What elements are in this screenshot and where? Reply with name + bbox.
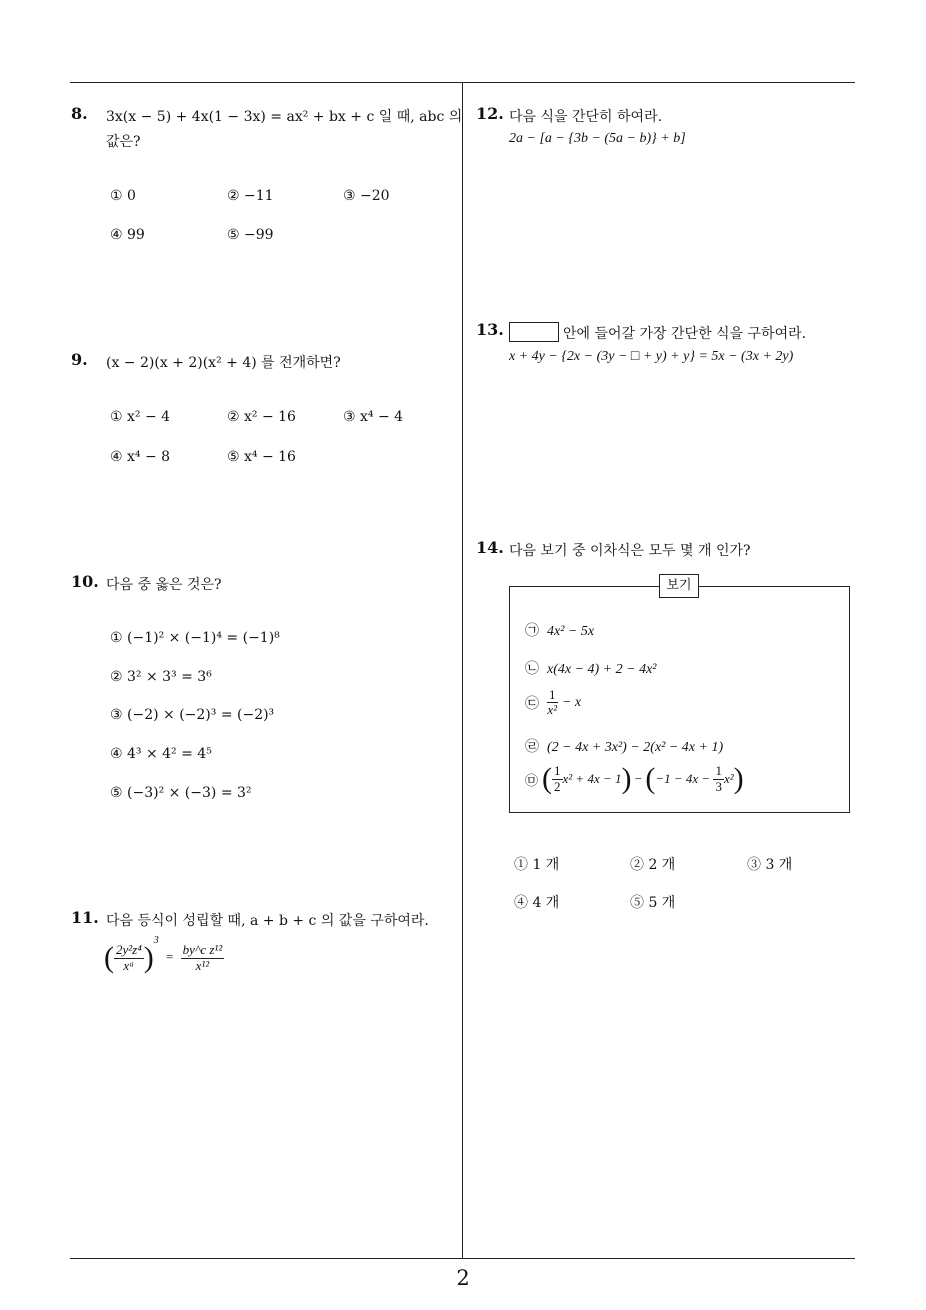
- q14-option-5[interactable]: ⑤ 5 개: [630, 895, 676, 911]
- q8-option-5[interactable]: ⑤ −99: [227, 227, 274, 243]
- q8-text-line2: 값은?: [106, 134, 141, 150]
- q10-number: 10.: [71, 572, 99, 591]
- q14-option-3[interactable]: ③ 3 개: [747, 857, 793, 873]
- bogi-label: 보기: [659, 574, 699, 598]
- q11-lhs-numerator: 2y²z⁴: [116, 942, 142, 958]
- bogi-mark-5: ㉤: [525, 772, 539, 788]
- q8-option-2[interactable]: ② −11: [227, 188, 274, 204]
- bogi-mark-2: ㉡: [525, 661, 539, 677]
- q11-rhs-denominator: x¹²: [195, 957, 210, 973]
- q11-text: 다음 등식이 성립할 때, a + b + c 의 값을 구하여라.: [106, 913, 429, 929]
- q12-expression: 2a − [a − {3b − (5a − b)} + b]: [509, 131, 686, 146]
- q13-text: 안에 들어갈 가장 간단한 식을 구하여라.: [563, 326, 807, 342]
- bogi-mark-1: ㉠: [525, 623, 539, 639]
- bogi-item-1: ㉠ 4x² − 5x: [525, 623, 595, 639]
- q8-option-1[interactable]: ① 0: [110, 188, 136, 204]
- q10-option-4[interactable]: ④ 4³ × 4² = 4⁵: [110, 746, 212, 762]
- q10-option-1[interactable]: ① (−1)² × (−1)⁴ = (−1)⁸: [110, 630, 280, 646]
- bogi-item-2: ㉡ x(4x − 4) + 2 − 4x²: [525, 661, 657, 677]
- q14-option-2[interactable]: ② 2 개: [630, 857, 676, 873]
- q14-option-4[interactable]: ④ 4 개: [514, 895, 560, 911]
- q9-option-5[interactable]: ⑤ x⁴ − 16: [227, 449, 296, 465]
- q10-option-5[interactable]: ⑤ (−3)² × (−3) = 3²: [110, 785, 252, 801]
- q13-blank-box: [509, 322, 559, 342]
- q10-text: 다음 중 옳은 것은?: [106, 577, 222, 593]
- q10-option-2[interactable]: ② 3² × 3³ = 3⁶: [110, 669, 212, 685]
- page-number: 2: [456, 1266, 470, 1290]
- q8-number: 8.: [71, 104, 88, 123]
- q11-lhs-denominator: xᵃ: [123, 957, 135, 973]
- q9-option-4[interactable]: ④ x⁴ − 8: [110, 449, 171, 465]
- q10-option-3[interactable]: ③ (−2) × (−2)³ = (−2)³: [110, 707, 275, 723]
- q14-number: 14.: [476, 538, 504, 557]
- q14-text: 다음 보기 중 이차식은 모두 몇 개 인가?: [509, 543, 751, 559]
- q8-text-line1: 3x(x − 5) + 4x(1 − 3x) = ax² + bx + c 일 때, abc 의: [106, 109, 463, 125]
- q9-number: 9.: [71, 350, 88, 369]
- q8-option-4[interactable]: ④ 99: [110, 227, 145, 243]
- q9-option-1[interactable]: ① x² − 4: [110, 409, 171, 425]
- bottom-rule: [70, 1258, 855, 1259]
- q9-option-2[interactable]: ② x² − 16: [227, 409, 296, 425]
- bogi-item-4: ㉣ (2 − 4x + 3x²) − 2(x² − 4x + 1): [525, 739, 724, 755]
- q13-text-line: [509, 322, 806, 343]
- q12-number: 12.: [476, 104, 504, 123]
- q14-option-1[interactable]: ① 1 개: [514, 857, 560, 873]
- q11-rhs-numerator: by^c z¹²: [182, 942, 223, 958]
- column-divider: [462, 83, 463, 1258]
- q13-number: 13.: [476, 320, 504, 339]
- q9-text: (x − 2)(x + 2)(x² + 4) 를 전개하면?: [106, 355, 341, 371]
- q11-lhs-exponent: 3: [153, 935, 159, 946]
- q11-number: 11.: [71, 908, 99, 927]
- q8-option-3[interactable]: ③ −20: [343, 188, 390, 204]
- q9-option-3[interactable]: ③ x⁴ − 4: [343, 409, 404, 425]
- bogi-mark-4: ㉣: [525, 739, 539, 755]
- q13-expression: x + 4y − {2x − (3y − □ + y) + y} = 5x − (3x + 2y): [509, 349, 794, 364]
- bogi-mark-3: ㉢: [525, 695, 539, 712]
- q11-equation: ( $\frac{\text{2y²z⁴}}{\text{xᵃ}}$ )$^3$ = $\frac{\text{by\textasciicircum{}c z¹²}}{\text{x¹²}}$: [104, 935, 223, 975]
- q12-text: 다음 식을 간단히 하여라.: [509, 109, 663, 125]
- bogi-item-3: ㉢ $\frac{1}{\text{x²}}$ − x: [525, 687, 582, 718]
- bogi-item-5: ㉤ ( $\frac{1}{2}$ x² + 4x − 1) − (−1 − 4x − $\frac{1}{3}$ x²): [525, 762, 744, 795]
